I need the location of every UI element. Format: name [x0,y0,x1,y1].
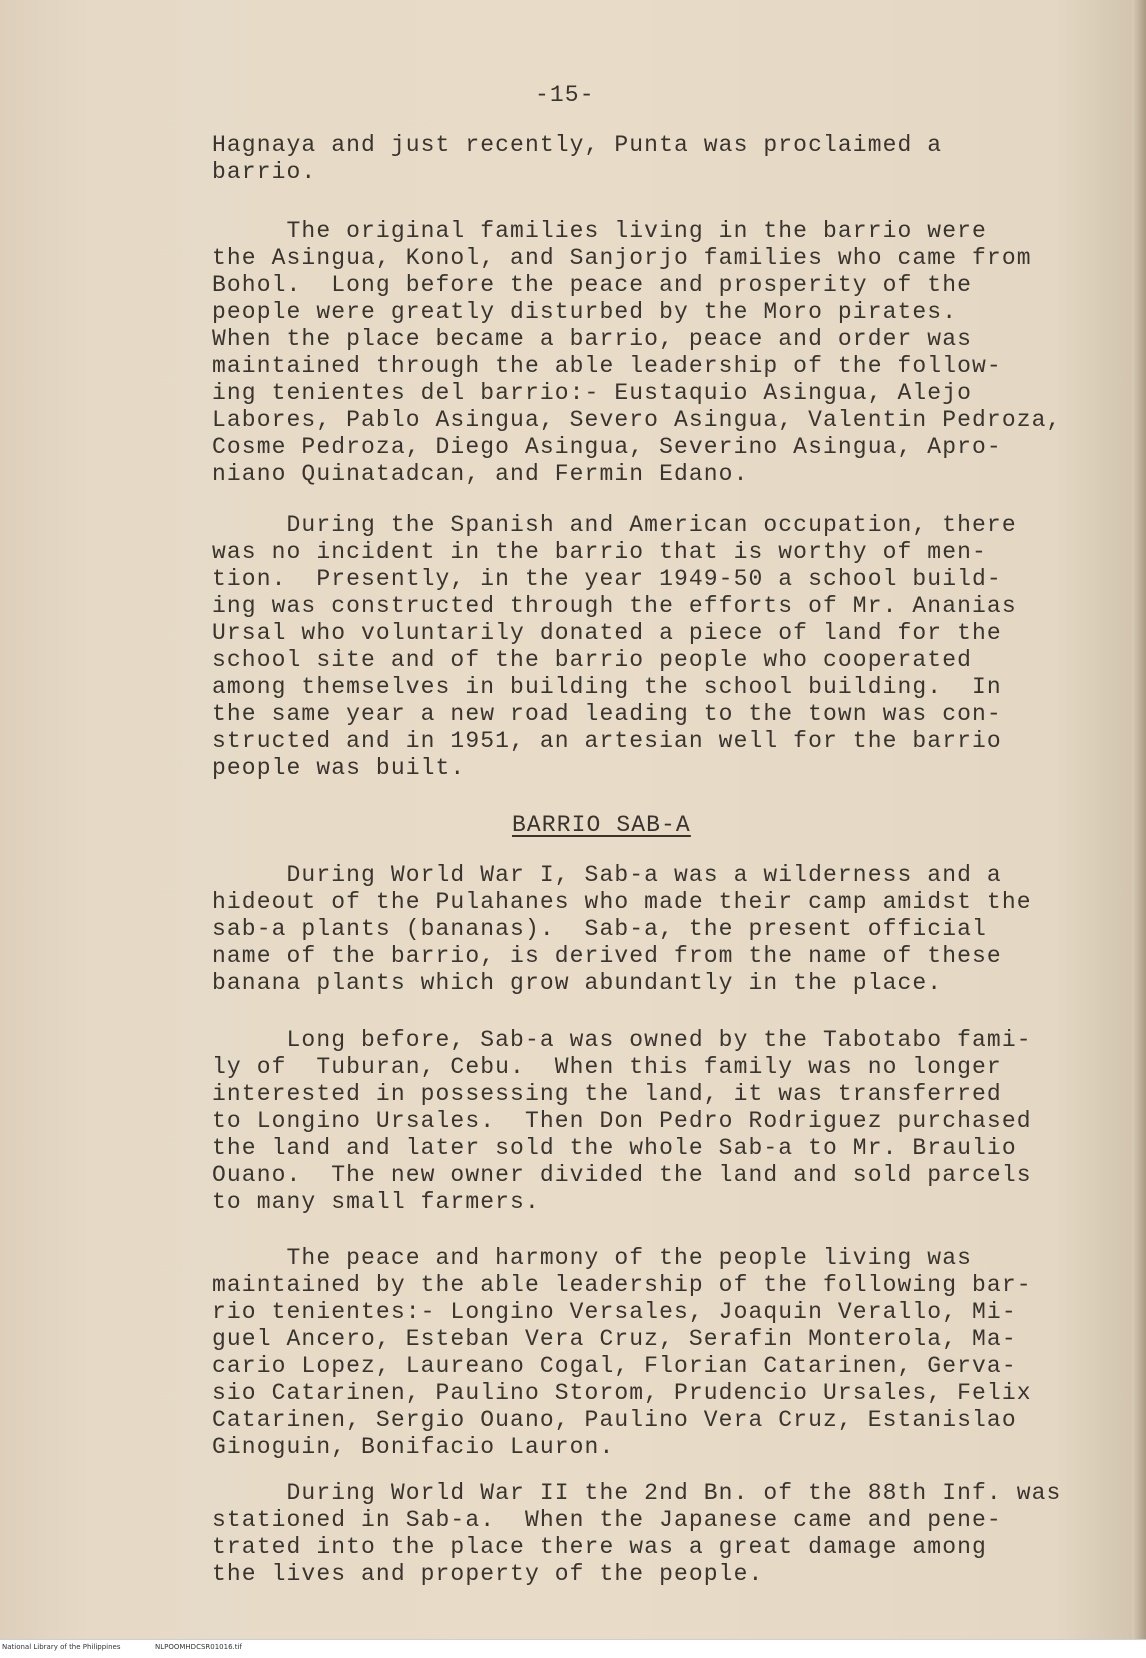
section-heading-barrio-sab-a: BARRIO SAB-A [512,812,691,838]
paragraph-occupation: During the Spanish and American occupation, there was no incident in the barrio that is worthy of men- tion. Presently, in the year 1949-50 a school build- ing was constructed through the efforts of Mr. Ananias Ursal who voluntarily donated a piece of land for the school site and of the barrio people who cooperated among themselves in building the school building. In the same year a new road leading to the town was con- structed and in 1951, an artesian well for the barrio people was built. [212,512,1017,781]
page-number: -15- [535,82,595,108]
paragraph-world-war-one: During World War I, Sab-a was a wilderness and a hideout of the Pulahanes who made their camp amidst the sab-a plants (bananas). Sab-a, the present official name of the barrio, is derived from the name of these banana plants which grow abundantly in the place. [212,862,1032,996]
paragraph-original-families: The original families living in the barrio were the Asingua, Konol, and Sanjorjo families who came from Bohol. Long before the peace and prosperity of the people were greatly disturbed by the Moro pirates. When the place became a barrio, peace and order was maintained through the able leadership of the follow- ing tenientes del barrio:- Eustaquio Asingua, Alejo Labores, Pablo Asingua, Severo Asingua, Valentin Pedroza, Cosme Pedroza, Diego Asingua, Severino Asingua, Apro- niano Quinatadcan, and Fermin Edano. [212,218,1062,487]
page-edge-shadow [1132,0,1146,1640]
footer-institution: National Library of the Philippines [2,1643,121,1651]
paragraph-ownership: Long before, Sab-a was owned by the Tabotabo fami- ly of Tuburan, Cebu. When this family was no longer interested in possessing the land, it was transferred to Longino Ursales. Then Don Pedro Rodriguez purchased the land and later sold the whole Sab-a to Mr. Braulio Ouano. The new owner divided the land and sold parcels to many small farmers. [212,1027,1032,1215]
paragraph-hagnaya: Hagnaya and just recently, Punta was proclaimed a barrio. [212,132,943,185]
paragraph-world-war-two: During World War II the 2nd Bn. of the 88th Inf. was stationed in Sab-a. When the Japanese came and pene- trated into the place there was a great damage among the lives and property of the people. [212,1480,1062,1587]
scan-footer [0,1639,1146,1658]
footer-file-id: NLPOOMHDCSR01016.tif [155,1643,242,1651]
paragraph-tenientes: The peace and harmony of the people living was maintained by the able leadership of the following bar- rio tenientes:- Longino Versales, Joaquin Verallo, Mi- guel Ancero, Esteban Vera Cruz, Serafin Monterola, Ma- cario Lopez, Laureano Cogal, Florian Catarinen, Gerva- sio Catarinen, Paulino Storom, Prudencio Ursales, Felix Catarinen, Sergio Ouano, Paulino Vera Cruz, Estanislao Ginoguin, Bonifacio Lauron. [212,1245,1032,1460]
